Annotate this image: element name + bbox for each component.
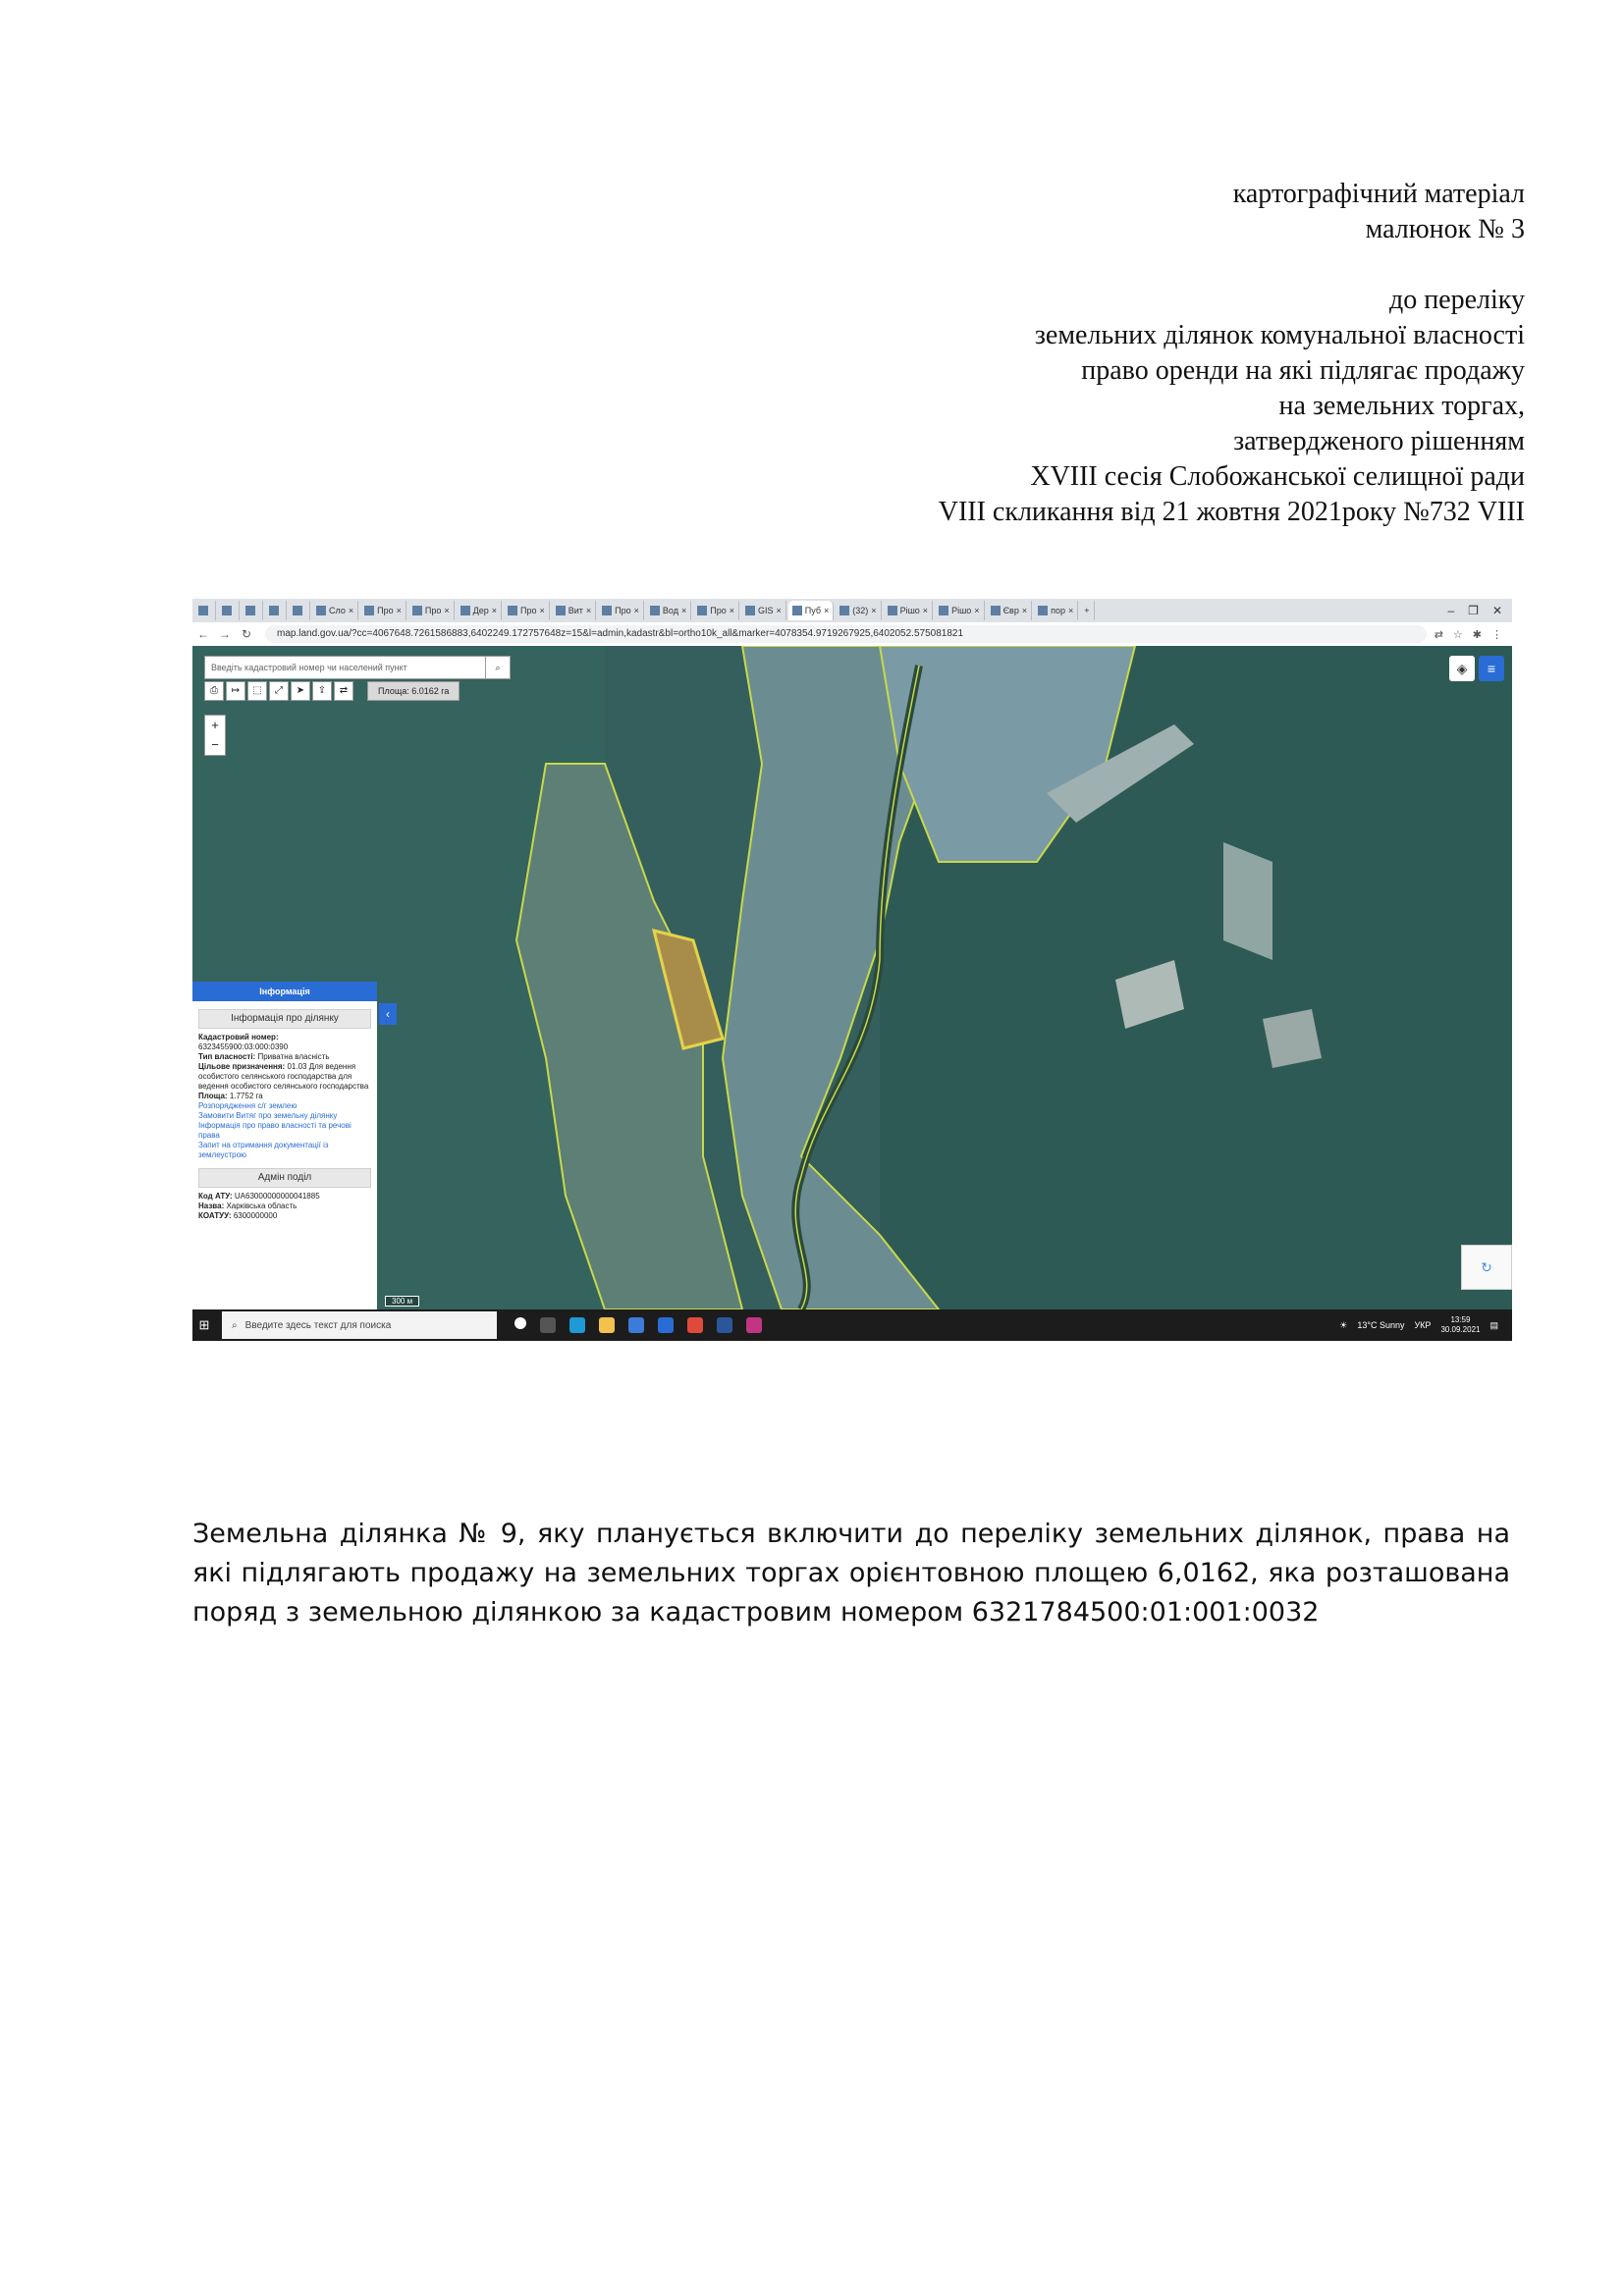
header-line-1: картографічний матеріал	[1232, 179, 1525, 209]
browser-tab[interactable]	[265, 601, 287, 620]
mail-icon[interactable]	[658, 1317, 674, 1333]
cadastral-label: Кадастровий номер:	[198, 1033, 279, 1041]
admin-division-section[interactable]: Адмін поділ	[198, 1168, 371, 1188]
header-line-4: земельних ділянок комунальної власності	[1034, 320, 1525, 350]
close-icon[interactable]: ✕	[1491, 604, 1502, 617]
chrome-icon[interactable]	[687, 1317, 703, 1333]
header-line-6: на земельних торгах,	[1278, 391, 1525, 421]
browser-tab[interactable]: Про ×	[408, 601, 455, 620]
admin-division-body	[192, 1192, 377, 1221]
maximize-icon[interactable]: ❐	[1468, 604, 1479, 617]
taskbar-search-icon: ⌕	[232, 1319, 238, 1331]
header-line-2: малюнок № 3	[1365, 214, 1525, 244]
recaptcha-icon[interactable]: ↻	[1461, 1245, 1512, 1290]
browser-tab[interactable]: Рішо ×	[935, 601, 985, 620]
browser-tab-bar	[192, 599, 1512, 622]
tab-favicon-icon	[745, 606, 755, 615]
browser-tab[interactable]: пор ×	[1034, 601, 1078, 620]
header-line-5: право оренди на які підлягає продажу	[1081, 355, 1525, 386]
tab-favicon-icon	[839, 606, 849, 615]
header-line-9: VIII скликання від 21 жовтня 2021року №732 VIII	[938, 497, 1525, 527]
browser-tab[interactable]: Про ×	[598, 601, 644, 620]
ownership-label: Тип власності:	[198, 1052, 256, 1061]
header-line-8: XVIII сесія Слобожанської селищної ради	[1030, 461, 1525, 492]
atu-code-value: UA63000000000041885	[234, 1192, 320, 1201]
browser-tab[interactable]	[242, 601, 263, 620]
pointer-icon[interactable]: ➤	[291, 681, 310, 701]
taskbar-search-input[interactable]: Введите здесь текст для поиска	[244, 1319, 392, 1331]
map-search-input[interactable]: Введіть кадастровий номер чи населений пункт	[211, 663, 407, 672]
search-icon[interactable]: ⌕	[485, 657, 510, 678]
tab-favicon-icon	[697, 606, 707, 615]
star-icon[interactable]: ☆	[1452, 628, 1463, 641]
export-icon[interactable]: ⇪	[312, 681, 332, 701]
header-line-3: до переліку	[1388, 285, 1525, 315]
print-icon[interactable]: ⎙	[204, 681, 224, 701]
tab-favicon-icon	[460, 606, 470, 615]
tab-favicon-icon	[222, 606, 232, 615]
clock[interactable]	[1440, 1315, 1480, 1335]
forward-icon[interactable]: →	[219, 627, 231, 641]
weather-text[interactable]: 13°C Sunny	[1357, 1320, 1405, 1330]
browser-tab[interactable]: Про ×	[693, 601, 739, 620]
region-name-label: Назва:	[198, 1201, 225, 1210]
browser-tab[interactable]: Вит ×	[552, 601, 596, 620]
tab-favicon-icon	[412, 606, 422, 615]
koatuu-value: 6300000000	[233, 1211, 278, 1220]
browser-tab[interactable]: Сло ×	[312, 601, 358, 620]
collapse-panel-icon[interactable]: ‹	[379, 1003, 397, 1025]
purpose-value: 01.03 Для ведення особистого селянського господарства для ведення особистого селянського господарства	[198, 1062, 369, 1091]
header-line-7: затвердженого рішенням	[1233, 426, 1525, 456]
reload-icon[interactable]: ↻	[241, 627, 252, 641]
tab-favicon-icon	[939, 606, 948, 615]
tab-favicon-icon	[198, 606, 208, 615]
cadastral-value: 6323455900:03:000:0390	[198, 1042, 289, 1051]
clearing-2	[1223, 842, 1272, 960]
area-value: 1.7752 га	[229, 1092, 263, 1100]
embedded-screenshot	[192, 599, 1512, 1341]
browser-tab[interactable]	[194, 601, 216, 620]
tab-favicon-icon	[293, 606, 302, 615]
satellite-map[interactable]	[192, 646, 1512, 1309]
tab-favicon-icon	[650, 606, 660, 615]
tab-favicon-icon	[602, 606, 612, 615]
documentation-request-link[interactable]: Запит на отримання документації із землеустрою	[198, 1141, 329, 1159]
edge-icon[interactable]	[569, 1317, 585, 1333]
purpose-label: Цільове призначення:	[198, 1062, 286, 1071]
tab-favicon-icon	[245, 606, 255, 615]
tab-favicon-icon	[792, 606, 802, 615]
layers-icon[interactable]: ◈	[1449, 656, 1475, 681]
info-panel	[192, 982, 377, 1309]
measure-area-icon[interactable]: ⬚	[247, 681, 267, 701]
taskbar-search[interactable]	[222, 1311, 497, 1339]
zoom-in-button[interactable]: +	[211, 718, 219, 732]
task-view-icon[interactable]	[540, 1317, 556, 1333]
area-label: Площа:	[198, 1092, 228, 1100]
clock-time: 13:59	[1450, 1315, 1471, 1324]
store-icon[interactable]	[628, 1317, 644, 1333]
map-search[interactable]	[204, 656, 511, 679]
cortana-icon[interactable]	[514, 1317, 526, 1329]
windows-start-icon[interactable]: ⊞	[198, 1317, 210, 1332]
browser-tab[interactable]: Про ×	[504, 601, 550, 620]
windows-taskbar	[192, 1309, 1512, 1341]
new-tab-button[interactable]: +	[1080, 601, 1094, 620]
swap-icon[interactable]: ⇄	[334, 681, 353, 701]
browser-tab[interactable]	[289, 601, 310, 620]
browser-tab-active[interactable]: Пуб ×	[788, 601, 835, 620]
browser-tab[interactable]: Євр ×	[987, 601, 1033, 620]
extent-icon[interactable]: ⤢	[269, 681, 289, 701]
browser-tab[interactable]: Рішо ×	[884, 601, 934, 620]
notifications-icon[interactable]: ▤	[1489, 1319, 1498, 1330]
minimize-icon[interactable]: –	[1447, 604, 1455, 617]
tab-favicon-icon	[508, 606, 517, 615]
order-extract-link[interactable]: Замовити Витяг про земельну ділянку	[198, 1111, 338, 1120]
tab-favicon-icon	[364, 606, 374, 615]
document-header	[641, 177, 1525, 530]
browser-tab[interactable]: Вод ×	[646, 601, 691, 620]
browser-tab[interactable]	[218, 601, 240, 620]
map-toolbar	[204, 681, 460, 701]
tab-favicon-icon	[556, 606, 566, 615]
ownership-info-link[interactable]: Інформація про право власності та речові права	[198, 1121, 352, 1140]
ownership-value: Приватна власність	[257, 1052, 330, 1061]
window-controls	[1447, 604, 1512, 617]
measure-line-icon[interactable]: ↦	[226, 681, 245, 701]
weather-icon: ☀	[1339, 1319, 1348, 1330]
taskbar-apps	[514, 1317, 762, 1333]
tab-favicon-icon	[316, 606, 326, 615]
menu-dots-icon[interactable]: ⋮	[1491, 628, 1502, 641]
tab-favicon-icon	[1038, 606, 1048, 615]
description-paragraph: Земельна ділянка № 9, яку планується включити до переліку земельних ділянок, права на які підлягають продажу на земельних торгах орієнтовною площею 6,0162, яка розташована поряд з земельною ділянкою за кадастровим номером 6321784500:01:001:0032	[192, 1519, 1510, 1628]
hamburger-menu-icon[interactable]: ≡	[1479, 656, 1504, 681]
parcel-info-body	[192, 1033, 377, 1160]
tab-favicon-icon	[269, 606, 279, 615]
region-name-value: Харківська область	[226, 1201, 298, 1210]
tab-favicon-icon	[888, 606, 897, 615]
clearing-4	[1263, 1009, 1322, 1068]
translate-icon[interactable]: ⇄	[1434, 628, 1443, 641]
browser-tab[interactable]: Дер ×	[457, 601, 502, 620]
browser-tab[interactable]: Про ×	[360, 601, 406, 620]
tab-favicon-icon	[991, 606, 1001, 615]
map-scale-bar: 300 м	[385, 1296, 419, 1307]
parcel-info-section[interactable]: Інформація про ділянку	[198, 1009, 371, 1029]
land-disposal-link[interactable]: Розпорядження с/г землею	[198, 1101, 298, 1110]
info-panel-title: Інформація	[192, 982, 377, 1001]
file-explorer-icon[interactable]	[599, 1317, 615, 1333]
extensions-icon[interactable]: ✱	[1472, 628, 1482, 641]
app-icon[interactable]	[746, 1317, 762, 1333]
url-field[interactable]: map.land.gov.ua/?cc=4067648.7261586883,6402249.172757648z=15&l=admin,kadastr&bl=ortho10k_all&marker=4078354.9719267925,6402052.575081821	[265, 625, 1427, 643]
browser-tab[interactable]: (32) ×	[836, 601, 881, 620]
area-measurement-badge: Площа: 6.0162 га	[367, 681, 460, 701]
language-indicator[interactable]: УКР	[1414, 1320, 1432, 1330]
clock-date: 30.09.2021	[1440, 1325, 1481, 1334]
koatuu-label: КОАТУУ:	[198, 1211, 232, 1220]
back-icon[interactable]: ←	[197, 627, 209, 641]
address-bar-icons	[1435, 628, 1512, 641]
browser-address-bar	[192, 622, 1512, 647]
browser-tab[interactable]: GIS ×	[741, 601, 786, 620]
system-tray	[1339, 1315, 1512, 1335]
atu-code-label: Код АТУ:	[198, 1192, 233, 1201]
zoom-out-button[interactable]: −	[211, 737, 219, 752]
word-icon[interactable]	[717, 1317, 732, 1333]
zoom-control	[204, 715, 226, 756]
